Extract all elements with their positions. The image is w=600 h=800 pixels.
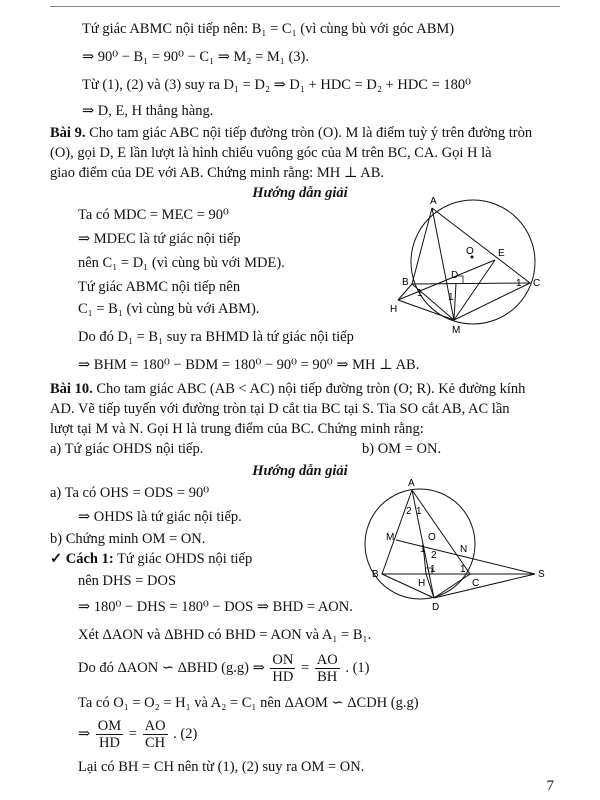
numerator: ON <box>272 652 294 668</box>
numerator: AO <box>144 718 166 734</box>
label-1: 1 <box>416 506 422 517</box>
label-h: H <box>390 304 398 315</box>
problem-10 <box>50 380 525 398</box>
line-b-d <box>382 574 434 598</box>
problem-text: Cho tam giác ABC nội tiếp đường tròn (O). M là điểm tuỳ ý trên đường tròn <box>89 125 533 141</box>
equals-sign: = <box>300 659 310 676</box>
text-line: Xét ΔAON và ΔBHD có BHD = AON và A₁ = B₁. <box>78 627 372 643</box>
label-1: 1 <box>420 544 426 555</box>
equation-line <box>78 652 370 685</box>
text-line: b) Chứng minh OM = ON. <box>50 531 206 547</box>
text-line <box>50 550 252 568</box>
text-line: giao điểm của DE với AB. Chứng minh rằng: MH ⊥ AB. <box>50 165 385 181</box>
label-2: 2 <box>406 506 412 517</box>
problem-label: Bài 9. <box>50 125 86 141</box>
label-1: 1 <box>516 278 522 289</box>
label-1: 1 <box>417 288 423 299</box>
denominator: CH <box>144 735 166 751</box>
label-b: B <box>372 569 379 580</box>
label-m: M <box>386 532 395 543</box>
text-line: lượt tại M và N. Gọi H là trung điểm của BC. Chứng minh rằng: <box>50 421 424 437</box>
problem-text: Cho tam giác ABC (AB < AC) nội tiếp đường tròn (O; R). Kẻ đường kính <box>96 381 526 397</box>
numerator: AO <box>316 652 338 668</box>
label-a: A <box>408 478 415 489</box>
fraction <box>270 652 295 685</box>
text-line: nên C₁ = D₁ (vì cùng bù với MDE). <box>78 255 285 271</box>
text-line: (O), gọi D, E lần lượt là hình chiếu vuông góc của M trên BC, CA. Gọi H là <box>50 145 492 161</box>
text-segment: ⇒ <box>78 725 91 742</box>
line-m-e <box>454 260 495 320</box>
fraction <box>315 652 340 685</box>
text-line: Do đó D₁ = B₁ suy ra BHMD là tứ giác nội tiếp <box>78 329 354 345</box>
denominator: HD <box>272 669 294 685</box>
section-heading: Hướng dẫn giải <box>252 185 348 201</box>
line-m-d <box>454 283 456 320</box>
label-1: 1 <box>460 564 466 575</box>
label-e: E <box>498 248 505 259</box>
label-s: S <box>538 569 545 580</box>
method-text: Tứ giác OHDS nội tiếp <box>117 551 253 567</box>
problem-9 <box>50 124 532 142</box>
text-line: nên DHS = DOS <box>78 573 177 589</box>
denominator: BH <box>317 669 338 685</box>
label-1: 1 <box>430 564 436 575</box>
label-d: D <box>432 602 440 613</box>
text-line: Lại có BH = CH nên từ (1), (2) suy ra OM = ON. <box>78 759 365 775</box>
label-2: 2 <box>431 550 437 561</box>
fraction <box>96 718 123 751</box>
text-line: AD. Vẽ tiếp tuyến với đường tròn tại D cắt tia BC tại S. Tia SO cắt AB, AC lần <box>50 401 510 417</box>
label-o: O <box>466 246 474 257</box>
text-line: ⇒ D, E, H thẳng hàng. <box>82 103 214 119</box>
equals-sign: = <box>128 725 137 742</box>
text-line: ⇒ 180⁰ − DHS = 180⁰ − DOS ⇒ BHD = AON. <box>78 599 353 615</box>
label-m: M <box>452 325 461 336</box>
text-line: b) OM = ON. <box>362 441 442 457</box>
line-a-m <box>432 208 454 320</box>
numerator: OM <box>97 718 122 734</box>
text-line: ⇒ OHDS là tứ giác nội tiếp. <box>78 509 242 525</box>
figure-problem-9 <box>390 190 550 350</box>
line-d-s <box>434 574 535 598</box>
section-heading: Hướng dẫn giải <box>252 463 348 479</box>
text-line: Từ (1), (2) và (3) suy ra D₁ = D₂ ⇒ D₁ + HDC = D₂ + HDC = 180⁰ <box>82 77 471 93</box>
text-line: ⇒ 90⁰ − B₁ = 90⁰ − C₁ ⇒ M₂ = M₁ (3). <box>82 49 310 65</box>
text-line: Ta có MDC = MEC = 90⁰ <box>78 207 229 223</box>
text-line: Tứ giác ABMC nội tiếp nên <box>78 279 241 295</box>
text-line: a) Ta có OHS = ODS = 90⁰ <box>50 485 210 501</box>
text-line: Tứ giác ABMC nội tiếp nên: B₁ = C₁ (vì cùng bù với góc ABM) <box>82 21 455 37</box>
label-b: B <box>402 277 409 288</box>
label-d: D <box>451 270 459 281</box>
label-h: H <box>418 578 426 589</box>
label-o: O <box>428 532 436 543</box>
label-1: 1 <box>448 292 454 303</box>
denominator: HD <box>98 735 120 751</box>
line-c-d <box>434 574 470 598</box>
text-segment: . (1) <box>345 659 370 676</box>
method-label: ✓ Cách 1: <box>50 551 114 567</box>
equation-line <box>78 718 197 751</box>
page-number: 7 <box>546 778 554 794</box>
header-rule <box>50 6 560 7</box>
text-line: ⇒ BHM = 180⁰ − BDM = 180⁰ − 90⁰ = 90⁰ ⇒ MH ⊥ AB. <box>78 357 420 373</box>
text-line: a) Tứ giác OHDS nội tiếp. <box>50 441 204 457</box>
label-n: N <box>460 544 468 555</box>
label-c: C <box>533 278 541 289</box>
text-segment: . (2) <box>173 725 198 742</box>
text-line: C₁ = B₁ (vì cùng bù với ABM). <box>78 301 260 317</box>
text-line: ⇒ MDEC là tứ giác nội tiếp <box>78 231 241 247</box>
text-segment: Do đó ΔAON ∽ ΔBHD (g.g) ⇒ <box>78 659 265 676</box>
problem-label: Bài 10. <box>50 381 93 397</box>
text-line: Ta có O₁ = O₂ = H₁ và A₂ = C₁ nên ΔAOM ∽ ΔCDH (g.g) <box>78 695 419 711</box>
fraction <box>143 718 168 751</box>
label-c: C <box>472 578 480 589</box>
figure-problem-10 <box>360 476 560 616</box>
label-a: A <box>430 196 437 207</box>
